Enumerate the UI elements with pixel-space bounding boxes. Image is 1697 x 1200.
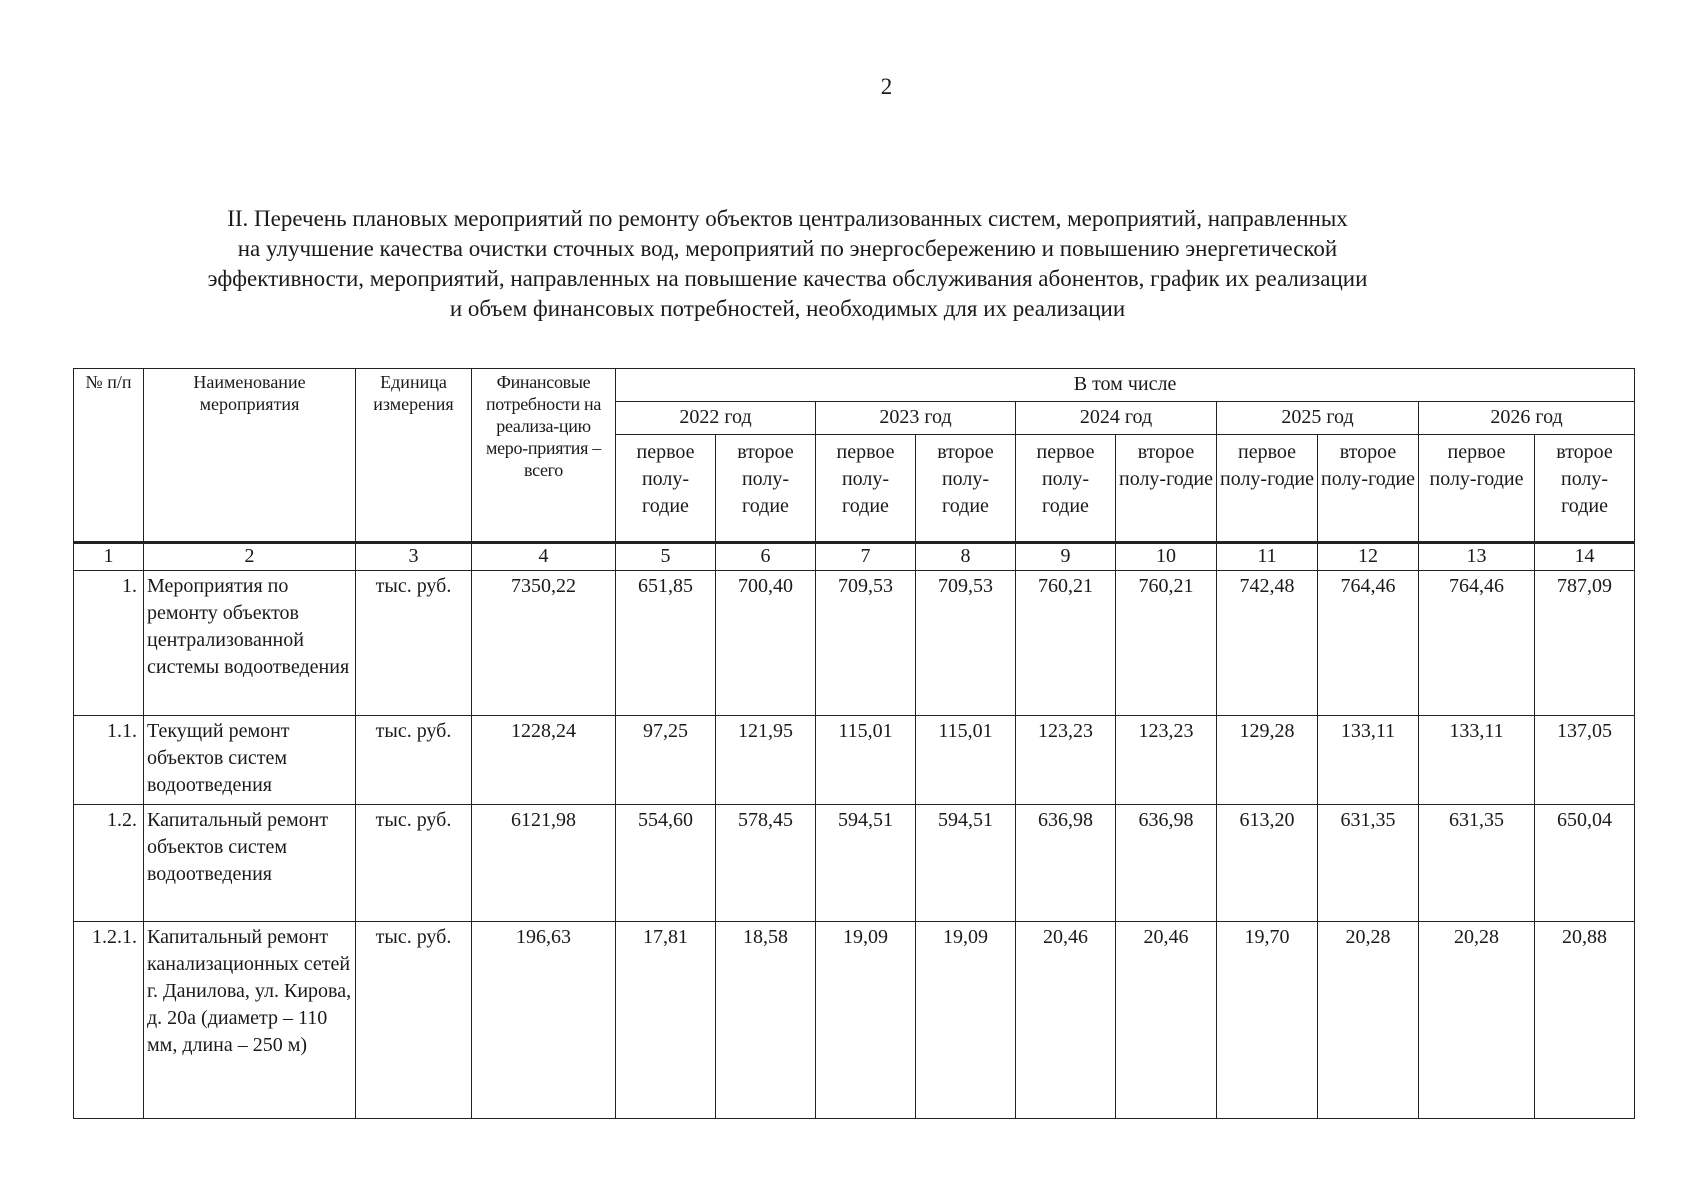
page-number: 2: [880, 74, 893, 99]
row-value: 764,46: [1419, 571, 1535, 716]
row-value: 19,09: [816, 922, 916, 1119]
row-value: 129,28: [1217, 716, 1318, 805]
header-including: В том числе: [616, 369, 1635, 402]
row-value: 20,28: [1419, 922, 1535, 1119]
row-unit: тыс. руб.: [356, 805, 472, 922]
row-value: 20,46: [1116, 922, 1217, 1119]
column-number: 5: [616, 543, 716, 571]
row-value: 133,11: [1419, 716, 1535, 805]
row-name: Капитальный ремонт канализационных сетей г. Данилова, ул. Кирова, д. 20а (диаметр – 110 мм, длина – 250 м): [144, 922, 356, 1119]
row-value: 709,53: [816, 571, 916, 716]
row-value: 709,53: [916, 571, 1016, 716]
row-value: 636,98: [1116, 805, 1217, 922]
header-name: Наименование мероприятия: [144, 369, 356, 543]
row-value: 764,46: [1318, 571, 1419, 716]
row-value: 17,81: [616, 922, 716, 1119]
row-total: 1228,24: [472, 716, 616, 805]
row-value: 115,01: [916, 716, 1016, 805]
table-row: [74, 805, 1635, 922]
row-value: 133,11: [1318, 716, 1419, 805]
title-line: и объем финансовых потребностей, необходимых для их реализации: [449, 296, 1126, 321]
row-value: 787,09: [1535, 571, 1635, 716]
column-number: 2: [144, 543, 356, 571]
row-value: 742,48: [1217, 571, 1318, 716]
table-row: [74, 716, 1635, 805]
column-number: 7: [816, 543, 916, 571]
row-num: 1.1.: [74, 716, 144, 805]
column-number: 1: [74, 543, 144, 571]
measures-table: [73, 368, 1635, 1119]
row-num: 1.: [74, 571, 144, 716]
document-title: [125, 204, 1450, 324]
column-number: 4: [472, 543, 616, 571]
row-value: 97,25: [616, 716, 716, 805]
row-value: 123,23: [1116, 716, 1217, 805]
row-value: 554,60: [616, 805, 716, 922]
column-number: 12: [1318, 543, 1419, 571]
header-first-half: первое полу-годие: [1217, 435, 1318, 543]
row-value: 760,21: [1116, 571, 1217, 716]
header-first-half: первое полу-годие: [816, 435, 916, 543]
row-value: 121,95: [716, 716, 816, 805]
column-number: 3: [356, 543, 472, 571]
row-num: 1.2.1.: [74, 922, 144, 1119]
row-value: 631,35: [1419, 805, 1535, 922]
header-year: 2024 год: [1016, 402, 1217, 435]
row-name: Текущий ремонт объектов систем водоотведения: [144, 716, 356, 805]
column-number: 14: [1535, 543, 1635, 571]
row-name: Мероприятия по ремонту объектов централизованной системы водоотведения: [144, 571, 356, 716]
header-year: 2022 год: [616, 402, 816, 435]
row-value: 650,04: [1535, 805, 1635, 922]
row-value: 18,58: [716, 922, 816, 1119]
row-value: 651,85: [616, 571, 716, 716]
column-number: 10: [1116, 543, 1217, 571]
row-value: 700,40: [716, 571, 816, 716]
header-second-half: второе полу-годие: [1318, 435, 1419, 543]
header-num: № п/п: [74, 369, 144, 543]
row-unit: тыс. руб.: [356, 922, 472, 1119]
table-row: [74, 922, 1635, 1119]
header-unit: Единица измерения: [356, 369, 472, 543]
row-value: 20,46: [1016, 922, 1116, 1119]
row-num: 1.2.: [74, 805, 144, 922]
table-row: [74, 571, 1635, 716]
column-number: 11: [1217, 543, 1318, 571]
row-value: 636,98: [1016, 805, 1116, 922]
row-value: 115,01: [816, 716, 916, 805]
title-line: эффективности, мероприятий, направленных на повышение качества обслуживания абонентов, график их реализации: [207, 266, 1368, 291]
row-value: 137,05: [1535, 716, 1635, 805]
row-value: 123,23: [1016, 716, 1116, 805]
row-value: 613,20: [1217, 805, 1318, 922]
row-value: 20,28: [1318, 922, 1419, 1119]
title-line: II. Перечень плановых мероприятий по ремонту объектов централизованных систем, мероприятий, направленных: [227, 206, 1348, 231]
row-value: 578,45: [716, 805, 816, 922]
row-value: 20,88: [1535, 922, 1635, 1119]
row-value: 19,70: [1217, 922, 1318, 1119]
header-year: 2025 год: [1217, 402, 1419, 435]
header-second-half: второе полу-годие: [1116, 435, 1217, 543]
title-line: на улучшение качества очистки сточных вод, мероприятий по энергосбережению и повышению энергетической: [237, 236, 1338, 261]
header-second-half: второе полу-годие: [716, 435, 816, 543]
row-total: 196,63: [472, 922, 616, 1119]
row-value: 594,51: [916, 805, 1016, 922]
column-number: 8: [916, 543, 1016, 571]
row-unit: тыс. руб.: [356, 716, 472, 805]
header-second-half: второе полу-годие: [916, 435, 1016, 543]
header-year: 2023 год: [816, 402, 1016, 435]
header-second-half: второе полу-годие: [1535, 435, 1635, 543]
row-name: Капитальный ремонт объектов систем водоотведения: [144, 805, 356, 922]
header-first-half: первое полу-годие: [1419, 435, 1535, 543]
row-unit: тыс. руб.: [356, 571, 472, 716]
row-value: 760,21: [1016, 571, 1116, 716]
row-total: 6121,98: [472, 805, 616, 922]
header-finance: Финансовые потребности на реализа-цию меро-приятия – всего: [472, 369, 616, 543]
header-year: 2026 год: [1419, 402, 1635, 435]
column-number: 9: [1016, 543, 1116, 571]
column-number: 13: [1419, 543, 1535, 571]
column-number: 6: [716, 543, 816, 571]
row-value: 631,35: [1318, 805, 1419, 922]
header-first-half: первое полу-годие: [1016, 435, 1116, 543]
row-value: 19,09: [916, 922, 1016, 1119]
header-first-half: первое полу-годие: [616, 435, 716, 543]
row-value: 594,51: [816, 805, 916, 922]
row-total: 7350,22: [472, 571, 616, 716]
